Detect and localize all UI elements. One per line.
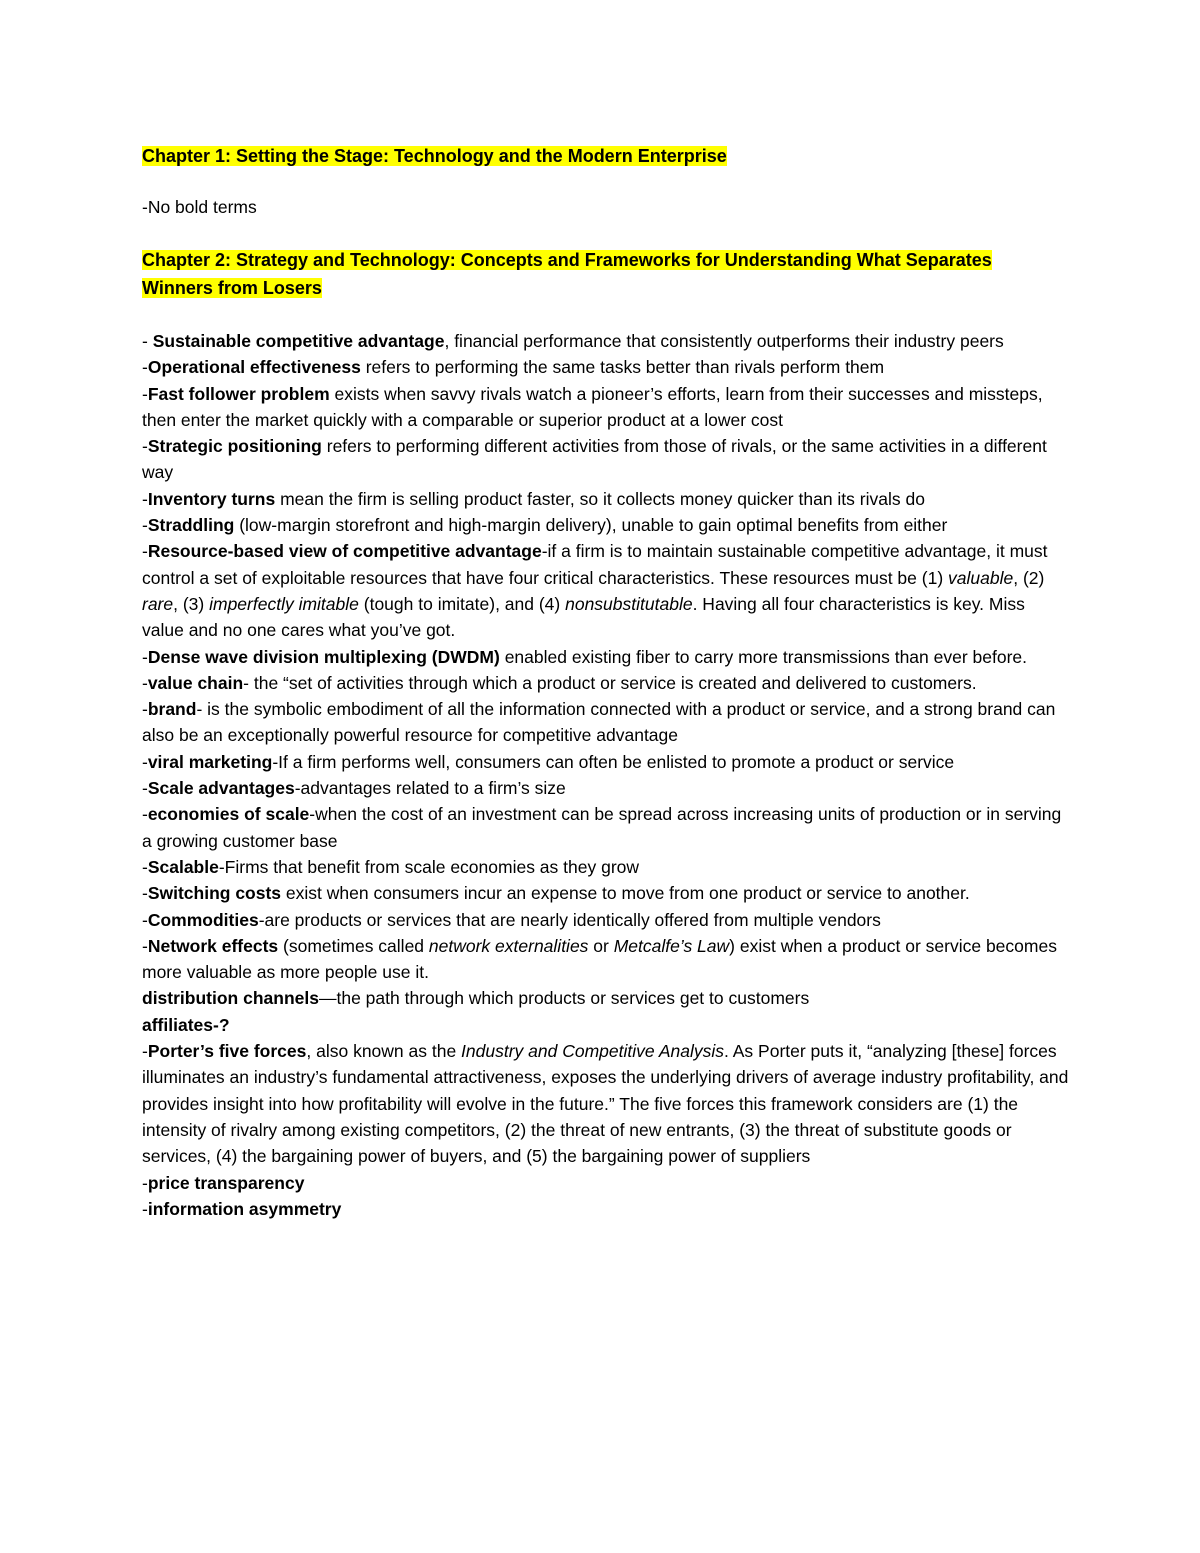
term-entry (142, 696, 1070, 749)
term-text: , financial performance that consistently outperforms their industry peers (444, 331, 1004, 351)
term-entry (142, 354, 1070, 380)
term-entry (142, 538, 1070, 643)
term-text: refers to performing different activities from those of rivals, or the same activities in a different way (142, 436, 1047, 483)
term-text: (tough to imitate), and (4) (358, 593, 566, 614)
chapter-2-heading (142, 246, 1032, 302)
term-entry (142, 433, 1070, 486)
term-text: . As Porter puts it, “analyzing [these] forces illuminates an industry’s fundamental attractiveness, exposes the underlying drivers of average industry profitability, and provides insight into how profitability will evolve in the future.” The five forces this framework considers are (1) the intensity of rivalry among existing competitors, (2) the threat of new entrants, (3) the threat of substitute goods or services, (4) the bargaining power of buyers, and (5) the bargaining power of suppliers (142, 1041, 1069, 1167)
term-name: Straddling (147, 515, 235, 536)
term-entry (142, 933, 1070, 986)
term-text: enabled existing fiber to carry more transmissions than ever before. (499, 646, 1028, 667)
term-name: viral marketing (147, 751, 273, 772)
term-emphasis: network externalities (428, 935, 589, 956)
term-entry (142, 486, 1070, 512)
term-text: -are products or services that are nearly identically offered from multiple vendors (258, 909, 881, 930)
term-name: brand (147, 699, 197, 720)
term-text: - (142, 699, 148, 720)
term-text: ) exist when a product or service becomes more valuable as more people use it. (142, 935, 1057, 983)
term-name: distribution channels (142, 988, 319, 1009)
term-text: -If a firm performs well, consumers can often be enlisted to promote a product or service (272, 751, 955, 772)
term-text: -when the cost of an investment can be spread across increasing units of production or in serving a growing customer base (142, 804, 1062, 851)
term-list (142, 328, 1070, 1222)
term-name: Scalable (147, 856, 219, 877)
term-entry (142, 1196, 1070, 1222)
term-emphasis: rare (142, 593, 174, 614)
term-text: —the path through which products or services get to customers (318, 988, 810, 1009)
term-name: Scale advantages (147, 778, 295, 799)
term-name: Operational effectiveness (147, 357, 361, 378)
term-text: - (142, 778, 148, 799)
term-emphasis: Metcalfe’s Law (613, 935, 730, 956)
term-text: - (142, 357, 148, 378)
term-name: information asymmetry (147, 1198, 342, 1219)
term-text: -advantages related to a firm’s size (294, 778, 566, 799)
term-text: mean the firm is selling product faster, so it collects money quicker than its rivals do (275, 488, 925, 509)
term-name: Porter’s five forces (147, 1041, 307, 1062)
term-entry (142, 644, 1070, 670)
term-text: , (3) (173, 593, 210, 614)
term-entry (142, 854, 1070, 880)
term-text: refers to performing the same tasks better than rivals perform them (360, 357, 885, 378)
term-name: affiliates-? (142, 1014, 230, 1035)
term-name: Resource-based view of competitive advantage (147, 541, 542, 562)
term-text: -Firms that benefit from scale economies as they grow (218, 856, 640, 877)
term-name: Inventory turns (147, 488, 276, 509)
chapter-1-title: Chapter 1: Setting the Stage: Technology and the Modern Enterprise (142, 146, 727, 166)
term-name: Strategic positioning (147, 436, 322, 457)
term-entry (142, 381, 1070, 434)
term-entry (142, 749, 1070, 775)
term-text: - is the symbolic embodiment of all the information connected with a product or service, and a strong brand can also be an exceptionally powerful resource for competitive advantage (142, 699, 1056, 746)
term-emphasis: imperfectly imitable (209, 593, 359, 614)
term-name: price transparency (147, 1172, 305, 1193)
chapter-1-note: -No bold terms (142, 197, 257, 217)
term-entry (142, 1170, 1070, 1196)
term-text: - (142, 646, 148, 667)
term-text: - (142, 488, 148, 509)
term-entry (142, 880, 1070, 906)
term-text: , (2) (1013, 567, 1045, 588)
term-name: economies of scale (147, 804, 310, 825)
term-text: - the “set of activities through which a product or service is created and delivered to customers. (243, 672, 977, 693)
term-entry (142, 328, 1070, 354)
term-text: - (142, 331, 153, 351)
term-text: (sometimes called (278, 935, 429, 956)
term-entry (142, 1012, 1070, 1038)
term-text: - (142, 856, 148, 877)
term-name: value chain (147, 672, 244, 693)
term-text: - (142, 383, 148, 404)
term-text: - (142, 436, 148, 457)
term-text: - (142, 804, 148, 825)
term-entry (142, 985, 1070, 1011)
term-name: Sustainable competitive advantage (152, 331, 445, 351)
term-text: exist when consumers incur an expense to move from one product or service to another. (281, 883, 970, 904)
term-entry (142, 670, 1070, 696)
term-name: Network effects (147, 935, 279, 956)
term-text: , also known as the (306, 1041, 462, 1062)
term-text: (low-margin storefront and high-margin delivery), unable to gain optimal benefits from either (234, 515, 948, 536)
term-entry (142, 801, 1070, 854)
term-entry (142, 1038, 1070, 1169)
term-name: Commodities (147, 909, 259, 930)
term-emphasis: Industry and Competitive Analysis (461, 1041, 724, 1062)
term-name: Switching costs (147, 883, 282, 904)
term-entry (142, 907, 1070, 933)
term-text: - (142, 751, 148, 772)
chapter-2-title: Chapter 2: Strategy and Technology: Concepts and Frameworks for Understanding What Separates Winners from Losers (142, 250, 992, 298)
term-text: - (142, 672, 148, 693)
chapter-1-heading (142, 142, 1070, 170)
term-text: exists when savvy rivals watch a pioneer’s efforts, learn from their successes and missteps, then enter the market quickly with a comparable or superior product at a lower cost (142, 383, 1043, 430)
term-text: . Having all four characteristics is key. Miss value and no one cares what you’ve got. (142, 593, 1025, 641)
term-text: - (142, 1198, 148, 1219)
term-text: - (142, 935, 148, 956)
term-text: - (142, 1041, 148, 1062)
term-text: - (142, 541, 148, 562)
term-name: Fast follower problem (147, 383, 330, 404)
term-name: Dense wave division multiplexing (DWDM) (147, 646, 500, 667)
term-emphasis: nonsubstitutable (565, 593, 693, 614)
term-text: or (588, 935, 614, 956)
term-text: - (142, 1172, 148, 1193)
term-text: - (142, 909, 148, 930)
term-emphasis: valuable (948, 567, 1014, 588)
term-entry (142, 512, 1070, 538)
term-entry (142, 775, 1070, 801)
term-text: -if a firm is to maintain sustainable competitive advantage, it must control a set of exploitable resources that have four critical characteristics. These resources must be (1) (142, 541, 1048, 588)
term-text: - (142, 883, 148, 904)
term-text: - (142, 515, 148, 536)
